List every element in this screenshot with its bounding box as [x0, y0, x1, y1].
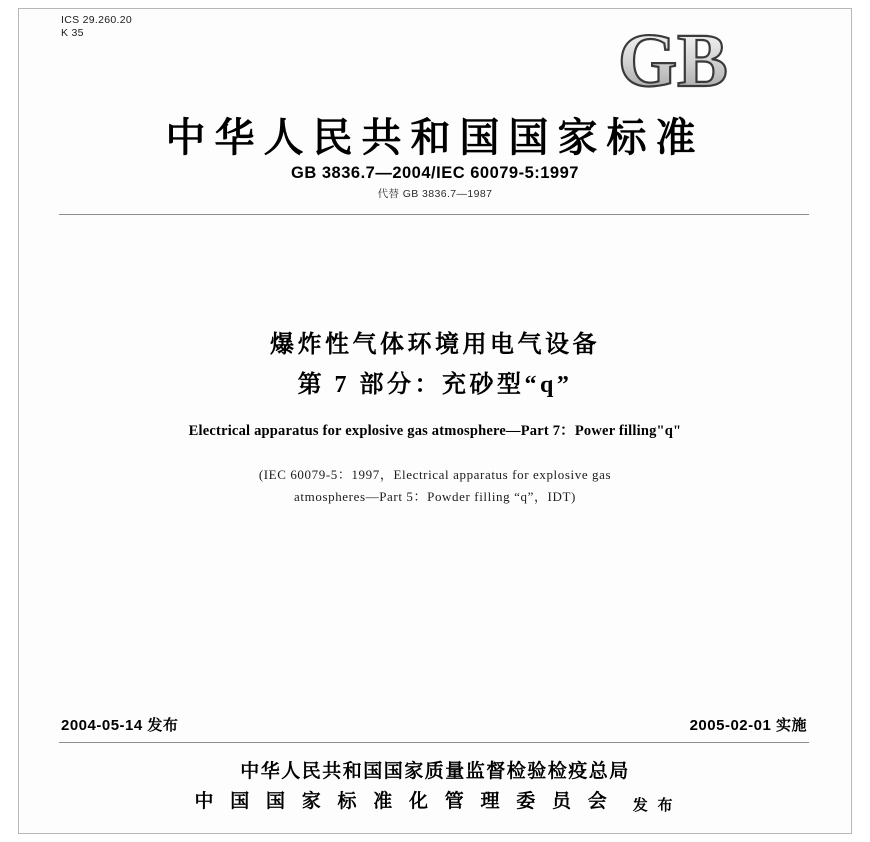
svg-text:GB: GB [618, 26, 728, 98]
idt-note-line-1: (IEC 60079-5：1997，Electrical apparatus for explosive gas [258, 467, 612, 482]
standard-number: GB 3836.7—2004/IEC 60079-5:1997 [291, 164, 579, 182]
title-chinese-line-1: 爆炸性气体环境用电气设备 [270, 332, 600, 358]
gb-logo [613, 26, 803, 98]
divider-top [59, 214, 809, 215]
ics-line-2: K 35 [61, 27, 84, 39]
ics-classification [61, 14, 132, 40]
title-english: Electrical apparatus for explosive gas atmosphere—Part 7：Power filling"q" [188, 423, 682, 439]
publisher-line-1: 中华人民共和国国家质量监督检验检疫总局 [240, 761, 630, 782]
national-standard-title: 中华人民共和国国家标准 [165, 115, 705, 160]
ics-line-1: ICS 29.260.20 [61, 14, 133, 26]
publisher-row-2 [55, 786, 815, 813]
publisher-line-2: 中 国 国 家 标 准 化 管 理 委 员 会 [194, 791, 613, 812]
divider-bottom [59, 742, 809, 743]
issue-date: 2004-05-14 发布 [61, 717, 179, 734]
idt-note-line-2: atmospheres—Part 5：Powder filling “q”，IDT) [294, 489, 576, 504]
cover-content [55, 14, 815, 826]
effective-date: 2005-02-01 实施 [689, 717, 807, 734]
replaces-note: 代替 GB 3836.7—1987 [377, 188, 493, 200]
publish-verb: 发 布 [632, 798, 676, 814]
title-chinese-line-2: 第 7 部分：充砂型“q” [297, 372, 573, 398]
